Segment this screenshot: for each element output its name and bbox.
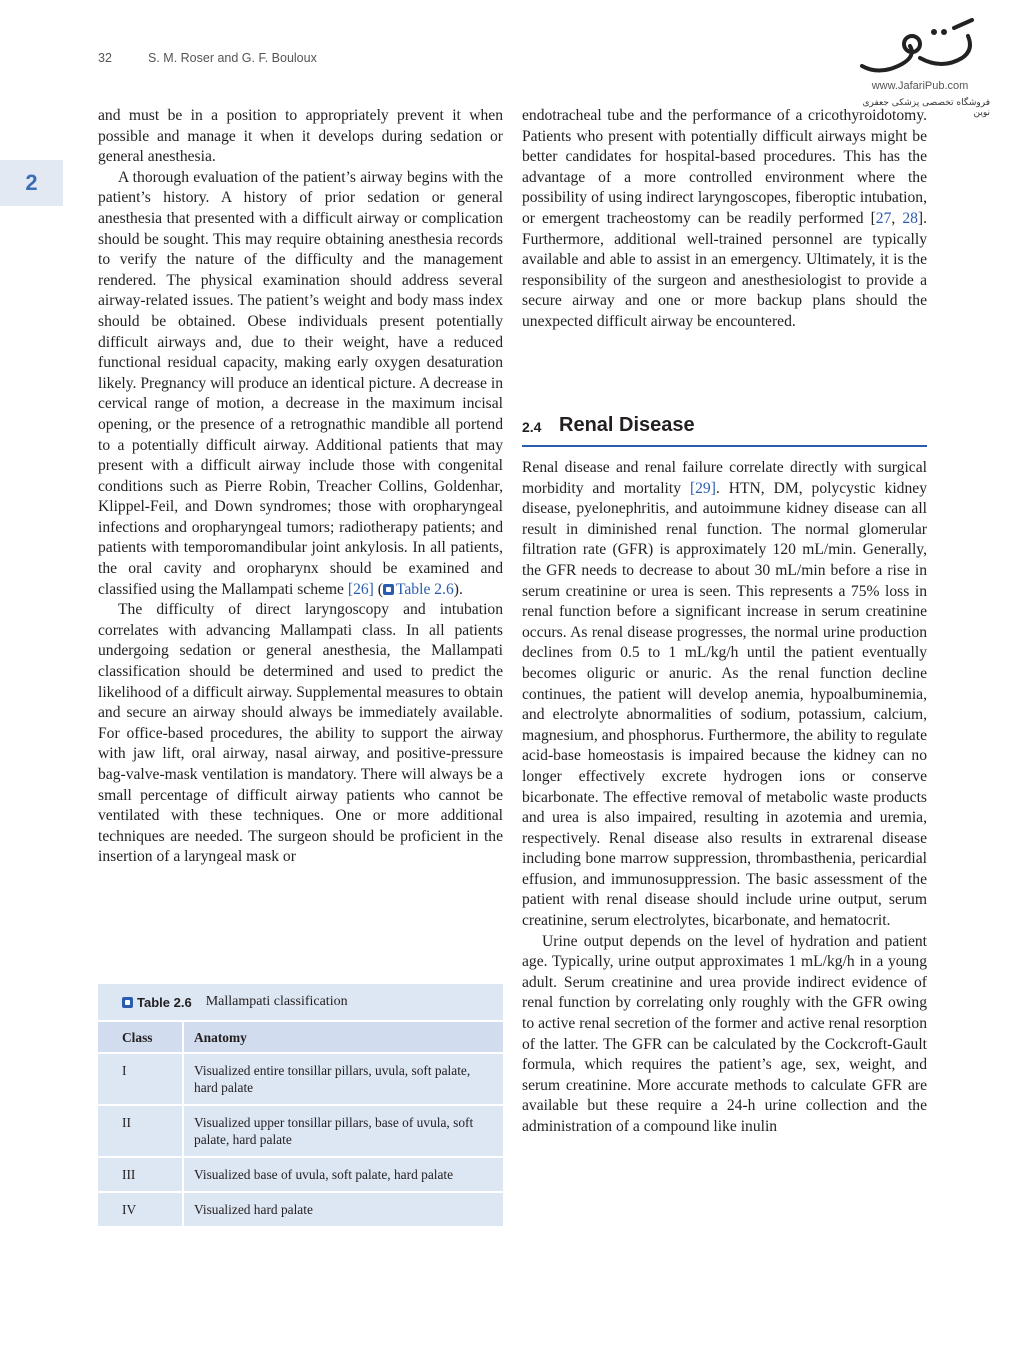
right-paragraph-1-text-a: endotracheal tube and the performance of a cricothyroidotomy. Patients who present with potentially difficult airways might be better candidates for hospital-based procedures. This has the advantage of a more controlled environment where the possibility of using indirect laryngoscopes, fiberoptic intubation, or emergent tracheostomy can be readily performed bbox=[522, 107, 927, 227]
cell-anatomy: Visualized hard palate bbox=[183, 1192, 503, 1227]
right-paragraph-1 bbox=[522, 106, 927, 333]
left-paragraph-3: The difficulty of direct laryngoscopy and intubation correlates with advancing Mallampati class. In all patients undergoing sedation or general anesthesia, the Mallampati classification should be determined and used to predict the likelihood of a difficult airway. Supplemental measures to obtain and secure an airway should always be immediately available. For office-based procedures, the ability to support the airway with jaw lift, oral airway, nasal airway, and positive-pressure bag-valve-mask ventilation is mandatory. There will always be a small percentage of difficult airway patients who cannot be ventilated with these techniques. One or more additional techniques are needed. The surgeon should be proficient in the insertion of a laryngeal mask or bbox=[98, 601, 503, 866]
right-paragraph-2-text-a: Renal disease and renal failure correlate directly with surgical morbidity and mortality bbox=[522, 459, 927, 497]
right-paragraph-2-text-b: . HTN, DM, polycystic kidney disease, pyelonephritis, and autoimmune kidney disease can all result in diminished renal function. The normal glomerular filtration rate (GFR) is approximately 120 mL/min. Generally, the GFR needs to decrease to about 30 mL/min before a rise in serum creatinine or urea is seen. This represents a 75% loss in renal function before a significant increase in serum creatinine occurs. As renal disease progresses, the normal urine production declines from 0.5 to 1 mL/kg/h until the patient eventually becomes oliguric or anuric. As the renal function decline continues, the patient will develop anemia, hypoalbuminemia, and electrolyte abnormalities of sodium, potassium, calcium, magnesium, and phosphorus. Furthermore, the ability to regulate acid-base homeostasis is impaired because the kidney can no longer effectively excrete hydrogen ions or conserve bicarbonate. The effective removal of metabolic waste products and urea is also impaired, resulting in azotemia and uremia, respectively. Renal disease also results in extrarenal disease including bone marrow suppression, thrombasthenia, pericardial effusion, and immunosuppression. The basic assessment of the patient with renal disease should include urine output, serum creatinine, serum electrolytes, bicarbonate, and hematocrit. bbox=[522, 479, 927, 930]
cell-anatomy: Visualized base of uvula, soft palate, hard palate bbox=[183, 1157, 503, 1192]
ref-bracket-open: [ bbox=[870, 209, 876, 227]
paren-close: ). bbox=[453, 580, 463, 598]
right-paragraph-1-text-b: . Furthermore, additional well-trained personnel are typically available and able to assist in an emergency. Ultimately, it is the responsibility of the surgeon and anesthesiologist to provide a secure airway and one or more backup plans should the unexpected difficult airway be encountered. bbox=[522, 209, 928, 330]
section-title: Renal Disease bbox=[559, 414, 695, 436]
right-paragraph-2 bbox=[522, 458, 927, 932]
left-column bbox=[98, 106, 503, 868]
publisher-logo-mark bbox=[850, 18, 990, 80]
table-label: Table 2.6 bbox=[137, 994, 192, 1010]
cell-class: IV bbox=[98, 1192, 183, 1227]
right-column-top bbox=[522, 106, 927, 333]
left-paragraph-1: and must be in a position to appropriately prevent it when possible and manage it when it develops during sedation or general anesthesia. bbox=[98, 107, 503, 166]
cell-class: III bbox=[98, 1157, 183, 1192]
cell-anatomy: Visualized entire tonsillar pillars, uvula, soft palate, hard palate bbox=[183, 1053, 503, 1105]
left-paragraph-2 bbox=[98, 168, 503, 600]
table-2-6-link[interactable]: Table 2.6 bbox=[395, 580, 454, 598]
cell-anatomy: Visualized upper tonsillar pillars, base of uvula, soft palate, hard palate bbox=[183, 1105, 503, 1157]
running-head: S. M. Roser and G. F. Bouloux bbox=[148, 51, 317, 65]
page-number: 32 bbox=[98, 51, 112, 65]
ref-separator: , bbox=[891, 209, 903, 227]
paren-open: ( bbox=[373, 580, 383, 598]
table-body bbox=[98, 1020, 503, 1228]
right-paragraph-3: Urine output depends on the level of hydration and patient age. Typically, urine output approximates 1 mL/kg/h in a young adult. Serum creatinine and urea provide indirect evidence of renal function by correlating only roughly with the GFR owing to active renal secretion of the former and active renal resorption of the latter. The GFR can be calculated by the Cockcroft-Gault formula, which requires the patient’s age, sex, weight, and serum creatinine. More accurate methods to calculate GFR are available but these require a 24-h urine collection and the administration of a compound like inulin bbox=[522, 932, 927, 1135]
publisher-logo bbox=[850, 18, 990, 118]
table-row bbox=[98, 1053, 503, 1105]
reference-27-link[interactable]: 27 bbox=[875, 209, 892, 227]
table-header-row bbox=[98, 1021, 503, 1053]
reference-26-link[interactable]: [26] bbox=[347, 580, 374, 598]
table-icon bbox=[122, 997, 133, 1008]
table-caption bbox=[98, 984, 503, 1020]
section-number: 2.4 bbox=[522, 419, 542, 435]
cell-class: II bbox=[98, 1105, 183, 1157]
left-paragraph-2-text: A thorough evaluation of the patient’s airway begins with the patient’s history. A history of prior sedation or general anesthesia that presented with a difficult airway or complication should be sought. This may require obtaining anesthesia records to verify the nature of the difficulty and the management rendered. The physical examination should address several airway-related issues. The patient’s weight and body mass index should be obtained. Obese individuals present potentially difficult airways and, due to their weight, have a reduced functional residual capacity, making early oxygen desaturation likely. Pregnancy will produce an identical picture. A decrease in cervical range of motion, a decrease in the maximum incisal opening, or the presence of a retrognathic mandible all portend to a potentially difficult airway. Additional patients that may present with a difficult airway include those with congenital conditions such as Pierre Robin, Treacher Collins, Goldenhar, Klippel-Feil, and Down syndromes; those with oropharyngeal infections and oropharyngeal tumors; radiotherapy patients; and patients with temporomandibular joint ankylosis. In all patients, the oral cavity and oropharynx should be examined and classified using the Mallampati scheme bbox=[98, 168, 503, 598]
right-column-bottom bbox=[522, 458, 927, 1138]
reference-29-link[interactable]: [29] bbox=[689, 479, 716, 497]
header-class: Class bbox=[98, 1021, 183, 1053]
publisher-logo-tagline: فروشگاه تخصصی پزشکی جعفری نوین bbox=[862, 98, 990, 118]
publisher-logo-url: www.JafariPub.com bbox=[871, 80, 969, 92]
table-row bbox=[98, 1105, 503, 1157]
table-row bbox=[98, 1157, 503, 1192]
mallampati-table bbox=[98, 984, 503, 1228]
cell-class: I bbox=[98, 1053, 183, 1105]
reference-28-link[interactable]: 28 bbox=[902, 209, 918, 227]
header-anatomy: Anatomy bbox=[183, 1021, 503, 1053]
table-title: Mallampati classification bbox=[205, 994, 348, 1009]
chapter-tab: 2 bbox=[0, 160, 63, 206]
section-heading bbox=[522, 412, 927, 447]
table-row bbox=[98, 1192, 503, 1227]
ref-bracket-close: ] bbox=[917, 209, 924, 227]
table-link-icon bbox=[383, 584, 394, 595]
